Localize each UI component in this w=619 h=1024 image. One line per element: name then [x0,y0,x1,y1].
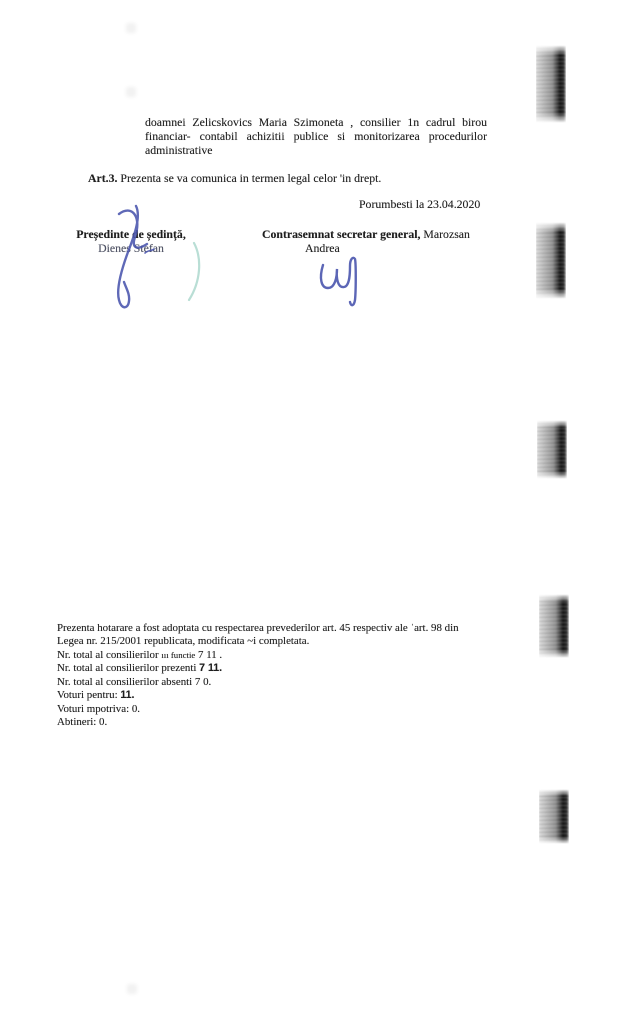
president-signature-ink [90,193,210,321]
body-paragraph [145,115,487,157]
scan-artifact-smudge [539,594,569,658]
secretary-name-line2: Andrea [305,241,340,255]
scan-artifact-smudge [539,789,569,844]
article-3-label: Art.3. [88,171,118,185]
councilors-present-line: Nr. total al consilierilor prezenti 7 11. [57,662,223,675]
abstentions-line: Abtineri: 0. [57,716,108,729]
secretary-name-inline: Marozsan [420,227,470,241]
votes-for-line: Voturi pentru: 11. [57,689,135,702]
councilors-absent-line: Nr. total al consilierilor absenti 7 0. [57,675,212,688]
body-paragraph-line: doamnei Zelicskovics Maria Szimoneta , consilier 1n cadrul birou [145,115,487,129]
president-name: Dienes Stefan [98,241,164,255]
scan-artifact-speck [127,984,137,994]
secretary-title: Contrasemnat secretar general, [262,227,421,241]
present-count-value: 7 11. [199,662,223,675]
scan-artifact-speck [126,23,136,33]
adoption-statement-block [57,622,487,730]
article-3-text: Prezenta se va comunica in termen legal celor 'in drept. [117,171,382,185]
adoption-line: Prezenta hotarare a fost adoptata cu respectarea prevederilor art. 45 respectiv ale ˈart. 98 din [57,622,459,634]
councilors-in-office-line: Nr. total al consilierilor ııı functie 7 11 . [57,648,223,661]
votes-for-value: 11. [120,689,135,702]
body-paragraph-line: administrative [145,143,213,157]
scan-artifact-smudge [536,45,566,123]
small-ocr-fragment: ııı functie [161,649,196,660]
secretary-title-line [262,227,472,241]
president-title: Președinte de ședință, [76,227,186,241]
article-3-line [88,171,381,185]
scan-artifact-smudge [536,222,566,299]
adoption-line: Legea nr. 215/2001 republicata, modificata ~i completata. [57,635,310,648]
secretary-signature-ink [315,250,385,312]
dateline: Porumbesti la 23.04.2020 [359,197,481,211]
body-paragraph-line: financiar- contabil achizitii publice si monitorizarea procedurilor [145,129,487,143]
votes-against-line: Voturi mpotriva: 0. [57,702,140,715]
teal-ink-stray-mark [189,243,199,300]
scan-artifact-speck [126,87,136,97]
scan-artifact-smudge [537,420,567,479]
